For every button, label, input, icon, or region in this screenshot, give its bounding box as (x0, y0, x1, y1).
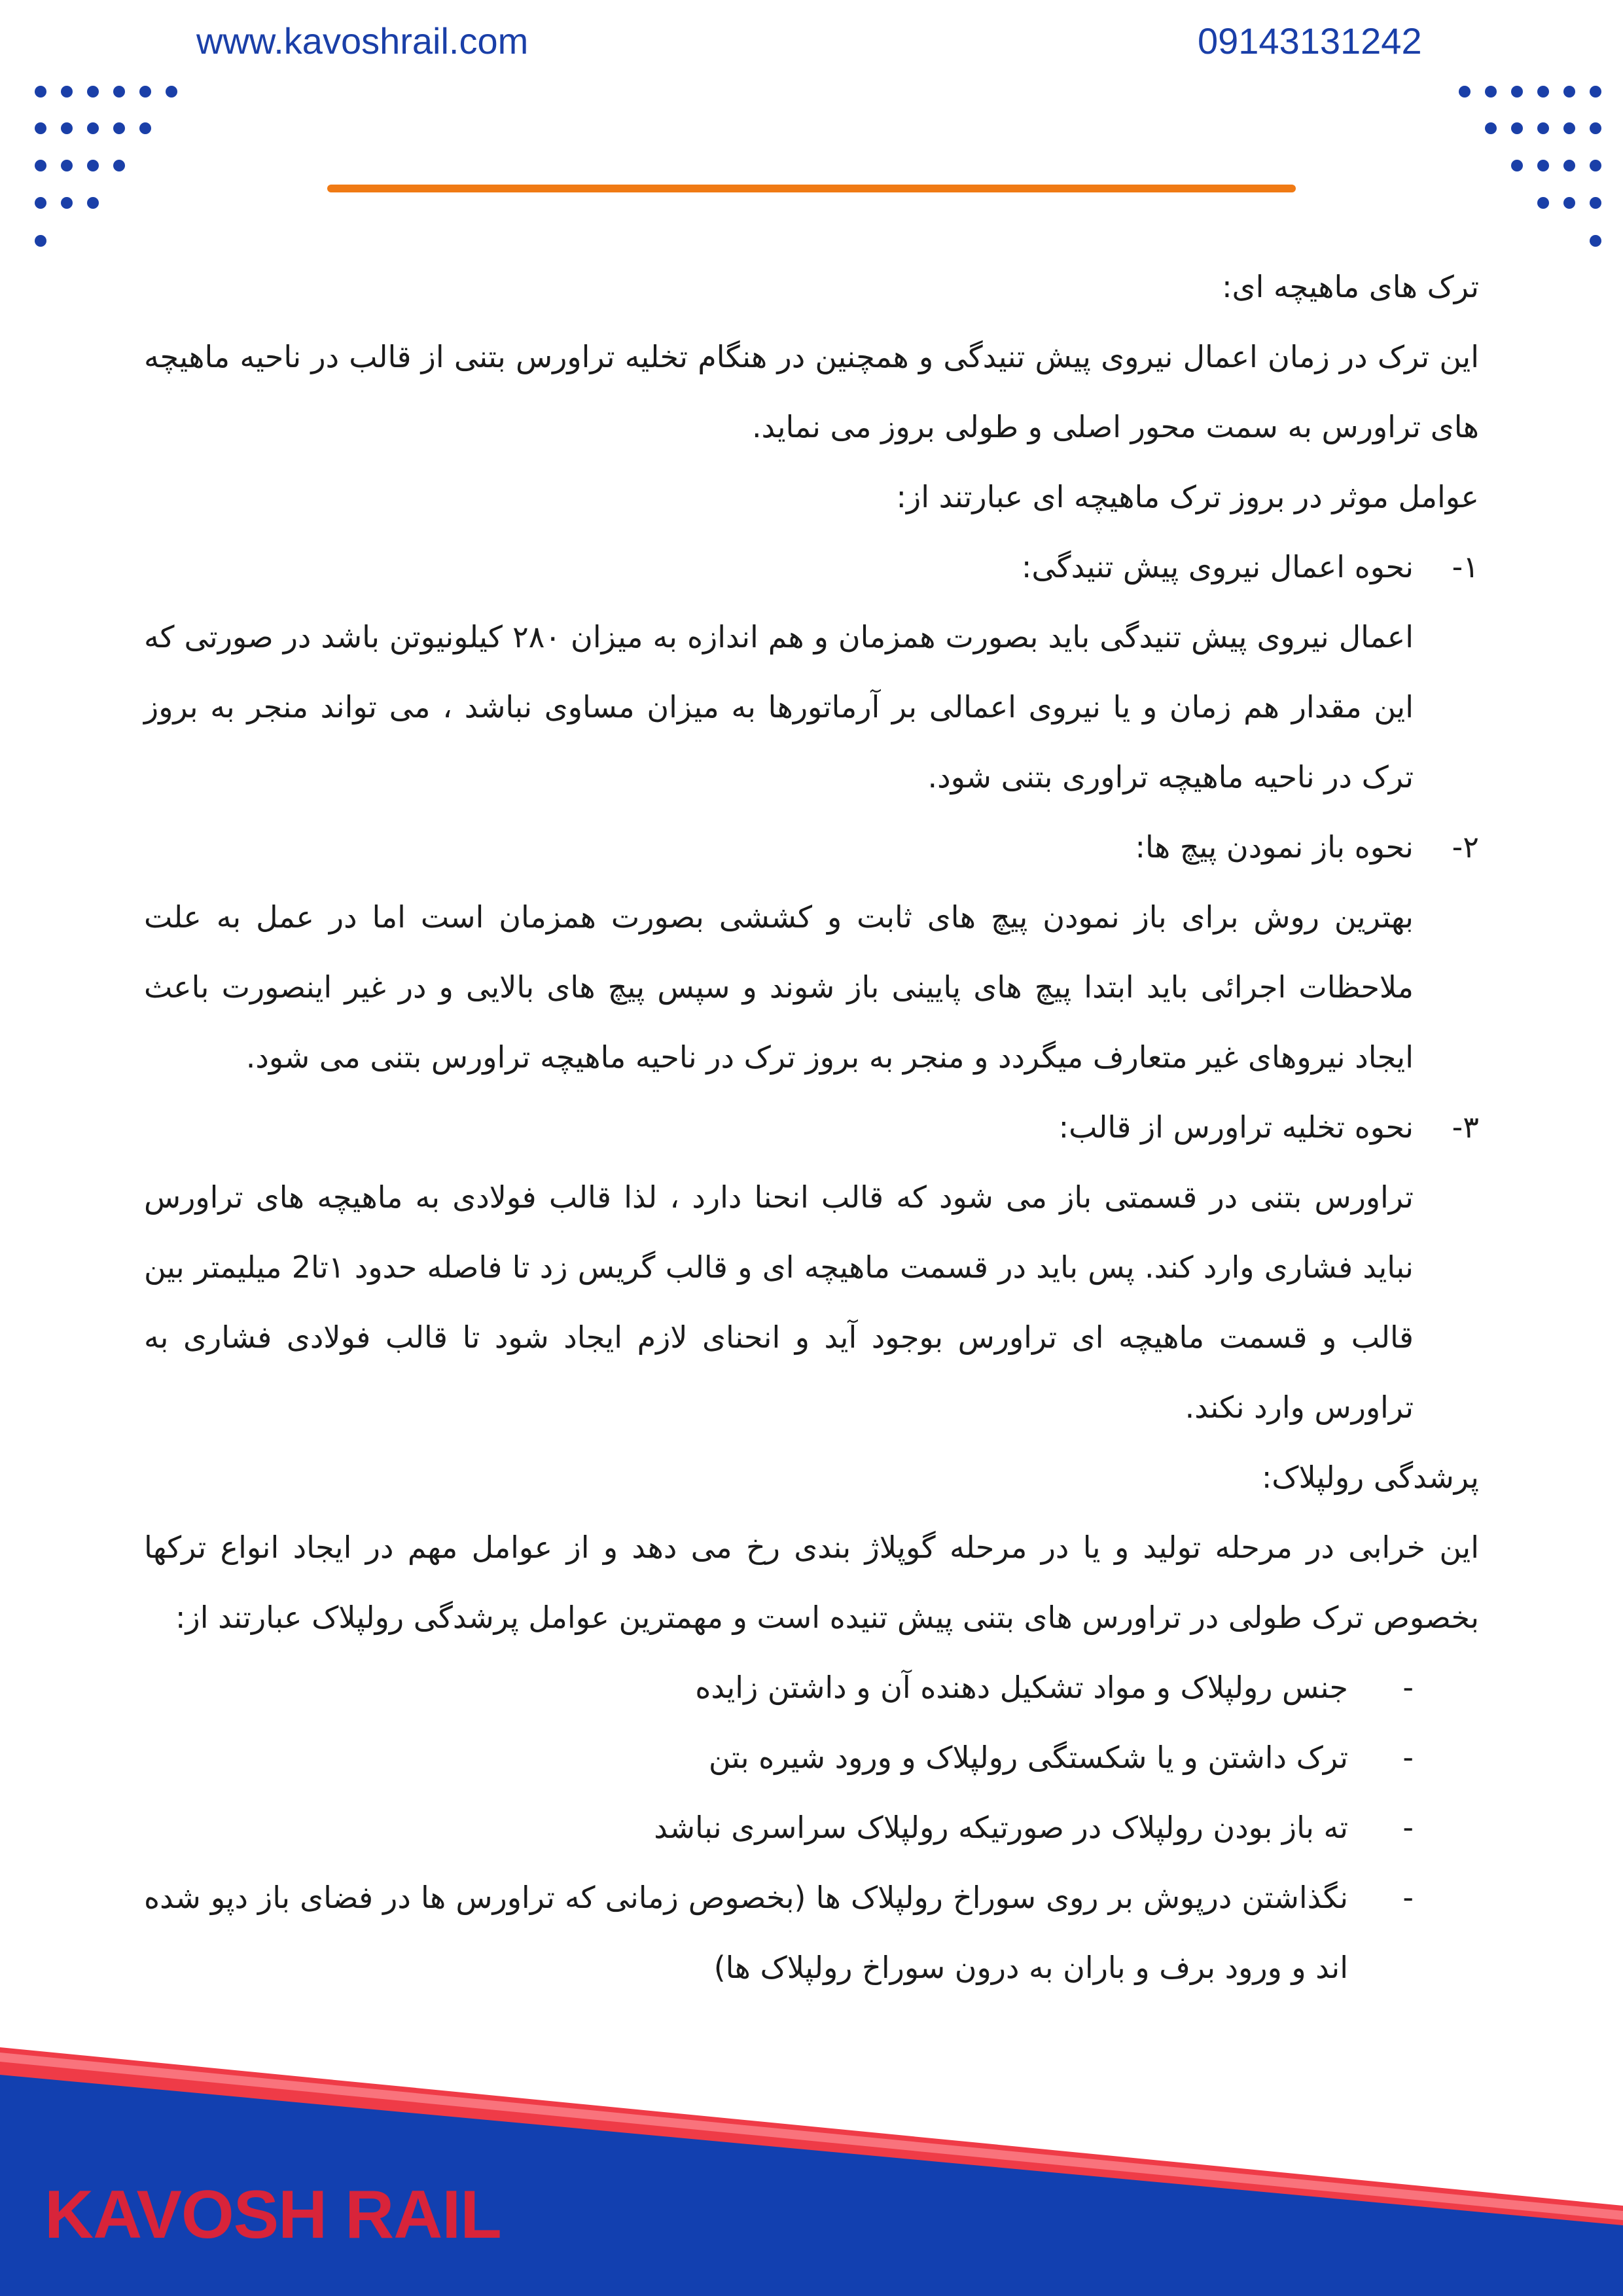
item-title: نحوه اعمال نیروی پیش تنیدگی: (1021, 549, 1414, 584)
bullet-item (144, 1723, 1479, 1793)
item-body: تراورس بتنی در قسمتی باز می شود که قالب انحنا دارد ، لذا قالب فولادی به ماهیچه های تراورس نباید فشاری وارد کند. پس باید در قسمت ماهیچه ای و قالب گریس زد تا فاصله حدود ۱تا2 میلیمتر بین قالب و قسمت ماهیچه ای تراورس بوجود آید و انحنای لازم ایجاد شود تا قالب فولادی فشاری به تراورس وارد نکند. (144, 1179, 1414, 1425)
bullet-item (144, 1863, 1479, 2003)
bullet-text: ترک داشتن و یا شکستگی رولپلاک و ورود شیره بتن (708, 1740, 1348, 1775)
dots-decoration-left (26, 79, 196, 262)
section-paragraph: این خرابی در مرحله تولید و یا در مرحله گوپلاژ بندی رخ می دهد و از عوامل مهم در ایجاد انواع ترکها بخصوص ترک طولی در تراورس های بتنی پیش تنیده است و مهمترین عوامل پرشدگی رولپلاک عبارتند از: (144, 1530, 1479, 1635)
bullet-marker: - (1402, 1810, 1414, 1845)
section-title-muscle-cracks: ترک های ماهیچه ای: (1222, 269, 1479, 304)
item-number: ۳- (1452, 1109, 1479, 1145)
numbered-item-1 (144, 532, 1479, 602)
bullet-marker: - (1402, 1670, 1414, 1705)
numbered-item-2 (144, 812, 1479, 882)
bullet-text: ته باز بودن رولپلاک در صورتیکه رولپلاک سراسری نباشد (654, 1810, 1348, 1845)
website-link[interactable]: www.kavoshrail.com (196, 20, 529, 62)
item-number: ۲- (1452, 829, 1479, 865)
bullet-text: نگذاشتن درپوش بر روی سوراخ رولپلاک ها (بخصوص زمانی که تراورس ها در فضای باز دپو شده اند و ورود برف و باران به درون سوراخ رولپلاک ها) (144, 1880, 1348, 1985)
bullet-item (144, 1653, 1479, 1723)
factors-intro: عوامل موثر در بروز ترک ماهیچه ای عبارتند از: (896, 479, 1479, 514)
item-body: اعمال نیروی پیش تنیدگی باید بصورت همزمان و هم اندازه به میزان ۲۸۰ کیلونیوتن باشد در صورتی که این مقدار هم زمان و یا نیروی اعمالی بر آرماتورها به میزان مساوی نباشد ، می تواند منجر به بروز ترک در ناحیه ماهیچه تراوری بتنی شود. (144, 619, 1414, 795)
bullet-marker: - (1402, 1740, 1414, 1775)
document-body (144, 252, 1479, 2003)
header-divider (327, 185, 1296, 192)
bullet-text: جنس رولپلاک و مواد تشکیل دهنده آن و داشتن زایده (695, 1670, 1348, 1705)
phone-number[interactable]: 09143131242 (1198, 20, 1422, 62)
bullet-marker: - (1402, 1880, 1414, 1915)
dots-decoration-right (1440, 79, 1610, 262)
section-paragraph: این ترک در زمان اعمال نیروی پیش تنیدگی و همچنین در هنگام تخلیه تراورس بتنی از قالب در ناحیه ماهیچه های تراورس به سمت محور اصلی و طولی بروز می نماید. (144, 339, 1479, 444)
item-title: نحوه تخلیه تراورس از قالب: (1058, 1109, 1414, 1145)
numbered-item-3 (144, 1092, 1479, 1162)
brand-logo-text: KAVOSH RAIL (45, 2177, 501, 2253)
bullet-item (144, 1793, 1479, 1863)
section-title-rawlplug-filling: پرشدگی رولپلاک: (1261, 1460, 1479, 1495)
footer-band (0, 2029, 1623, 2296)
item-body: بهترین روش برای باز نمودن پیچ های ثابت و کششی بصورت همزمان است اما در عمل به علت ملاحظات اجرائی باید ابتدا پیچ های پایینی باز شوند و سپس پیچ های بالایی و در غیر اینصورت باعث ایجاد نیروهای غیر متعارف میگردد و منجر به بروز ترک در ناحیه ماهیچه تراورس بتنی می شود. (144, 899, 1414, 1075)
item-number: ۱- (1452, 549, 1479, 584)
item-title: نحوه باز نمودن پیچ ها: (1135, 829, 1414, 865)
